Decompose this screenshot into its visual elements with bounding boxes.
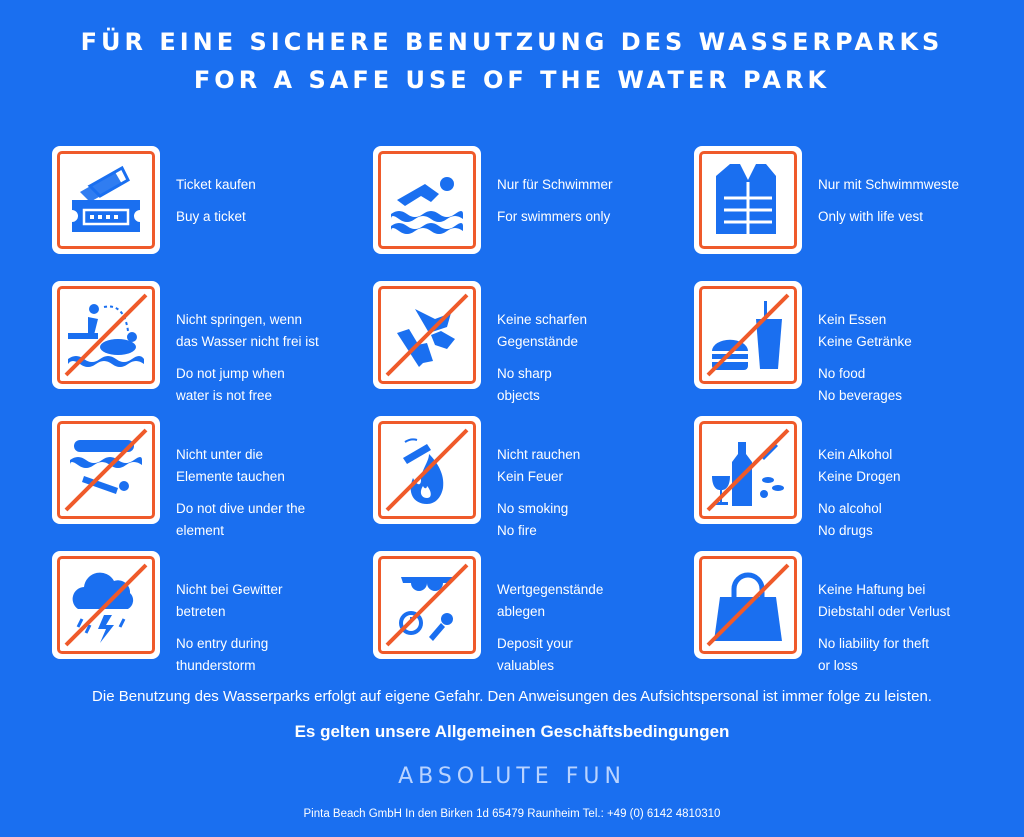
alcohol-drugs-icon — [702, 424, 794, 516]
terms-notice: Es gelten unsere Allgemeinen Geschäftsbedingungen — [294, 722, 730, 741]
rule-no-food — [694, 281, 994, 403]
rule-life-vest — [694, 146, 994, 256]
rule-no-sharp-en: No sharp objects — [497, 366, 552, 403]
rule-no-dive-en: Do not dive under the element — [176, 501, 306, 538]
rule-no-thunderstorm — [52, 551, 352, 673]
rule-no-dive — [52, 416, 352, 538]
valuables-icon — [381, 559, 473, 651]
brand-name: ABSOLUTE FUN — [398, 764, 626, 789]
rule-no-alcohol-en: No alcohol No drugs — [818, 501, 882, 538]
ticket-icon — [60, 154, 152, 246]
safety-notice: Die Benutzung des Wasserparks erfolgt auf eigene Gefahr. Den Anweisungen des Aufsichtspersonal ist immer folge zu leisten. — [92, 688, 932, 705]
smoking-fire-icon — [381, 424, 473, 516]
swimmer-icon — [381, 154, 473, 246]
rule-life-vest-de: Nur mit Schwimmweste — [818, 177, 960, 192]
rule-swimmers-en: For swimmers only — [497, 209, 611, 224]
rule-no-smoking-de: Nicht rauchen Kein Feuer — [497, 447, 581, 484]
rule-no-smoking — [373, 416, 673, 538]
food-drink-icon — [702, 289, 794, 381]
rule-ticket — [52, 146, 352, 256]
sharp-objects-icon — [381, 289, 473, 381]
rule-no-liability-en: No liability for theft or loss — [818, 636, 930, 673]
thunderstorm-icon — [60, 559, 152, 651]
rule-valuables — [373, 551, 673, 673]
rule-no-jump — [52, 281, 352, 403]
life-vest-icon — [702, 154, 794, 246]
rule-no-liability — [694, 551, 994, 673]
rule-no-alcohol-de: Kein Alkohol Keine Drogen — [818, 447, 901, 484]
dive-icon — [60, 424, 152, 516]
rule-valuables-de: Wertgegenstände ablegen — [497, 582, 604, 619]
rule-no-sharp-de: Keine scharfen Gegenstände — [497, 312, 588, 349]
rule-no-dive-de: Nicht unter die Elemente tauchen — [176, 447, 285, 484]
company-address: Pinta Beach GmbH In den Birken 1d 65479 Raunheim Tel.: +49 (0) 6142 4810310 — [303, 808, 721, 820]
rule-no-food-en: No food No beverages — [818, 366, 903, 403]
jump-icon — [60, 289, 152, 381]
rule-no-sharp — [373, 281, 673, 403]
title-german: FÜR EINE SICHERE BENUTZUNG DES WASSERPARKS — [80, 28, 944, 56]
rule-ticket-de: Ticket kaufen — [176, 177, 256, 192]
rule-swimmers-de: Nur für Schwimmer — [497, 177, 613, 192]
rule-no-thunderstorm-en: No entry during thunderstorm — [176, 636, 269, 673]
rule-life-vest-en: Only with life vest — [818, 209, 924, 224]
rule-no-alcohol — [694, 416, 994, 538]
rule-no-food-de: Kein Essen Keine Getränke — [818, 312, 912, 349]
rule-swimmers — [373, 146, 673, 256]
rule-valuables-en: Deposit your valuables — [497, 636, 573, 673]
rule-no-jump-de: Nicht springen, wenn das Wasser nicht frei ist — [176, 312, 319, 349]
rule-no-smoking-en: No smoking No fire — [497, 501, 569, 538]
title-english: FOR A SAFE USE OF THE WATER PARK — [193, 66, 831, 94]
handbag-icon — [702, 559, 794, 651]
rule-no-thunderstorm-de: Nicht bei Gewitter betreten — [176, 582, 283, 619]
rule-no-jump-en: Do not jump when water is not free — [176, 366, 285, 403]
rule-ticket-en: Buy a ticket — [176, 209, 246, 224]
rule-no-liability-de: Keine Haftung bei Diebstahl oder Verlust — [818, 582, 951, 619]
